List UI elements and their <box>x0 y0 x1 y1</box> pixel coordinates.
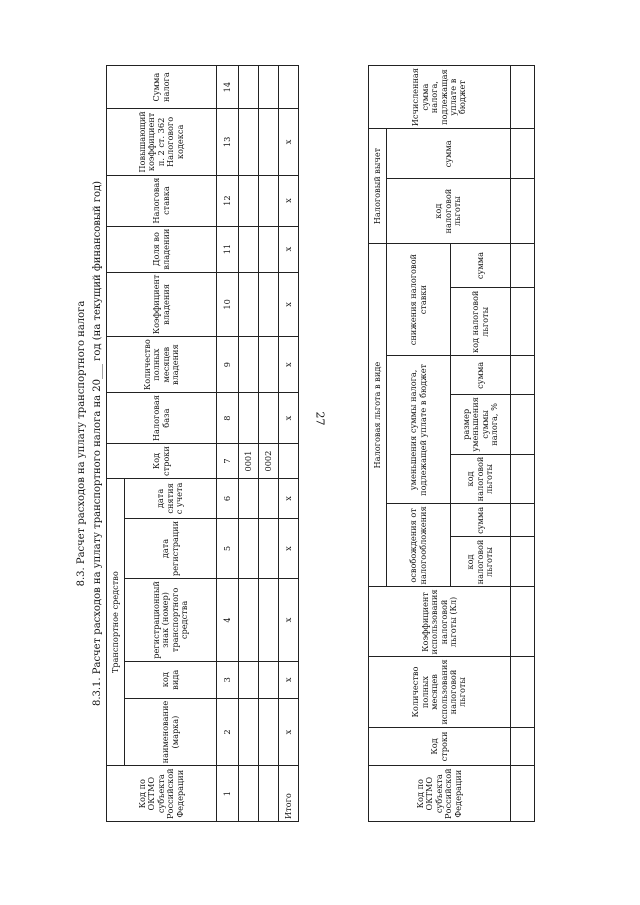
cell: x <box>279 337 299 393</box>
cell <box>259 393 279 444</box>
cell <box>511 657 535 727</box>
cell <box>511 129 535 179</box>
line-code-cell: 0001 <box>239 444 259 479</box>
cell <box>239 661 259 698</box>
cell <box>259 226 279 272</box>
cell <box>259 518 279 578</box>
cell <box>511 66 535 129</box>
header-rate-lowering: снижения налоговой ставки <box>387 243 451 356</box>
header-vehicle-name: наименование (марка) <box>125 698 217 766</box>
header-exemption: освобождения от налогообложения <box>387 504 451 587</box>
cell <box>259 272 279 337</box>
table-row <box>259 66 279 822</box>
cell <box>259 661 279 698</box>
cell: x <box>279 478 299 518</box>
col-num: 3 <box>217 661 239 698</box>
col-num: 4 <box>217 579 239 662</box>
cell <box>511 587 535 657</box>
cell: x <box>279 698 299 766</box>
col-num: 9 <box>217 337 239 393</box>
header-line-code: Код строки <box>369 727 511 766</box>
column-numbers-row <box>217 66 239 822</box>
cell <box>511 179 535 243</box>
header-calculated-tax: Исчисленная сумма налога, подлежащая уплате в бюджет <box>369 66 511 129</box>
col-num: 8 <box>217 393 239 444</box>
cell <box>511 537 535 587</box>
header-oktmo: Код по ОКТМО субъекта Российской Федерации <box>107 766 217 822</box>
header-dereg-date: дата снятия с учета <box>125 478 217 518</box>
cell <box>511 243 535 287</box>
cell <box>239 579 259 662</box>
header-tax-sum: Сумма налога <box>107 66 217 109</box>
cell <box>259 579 279 662</box>
table-row <box>239 66 259 822</box>
header-lower-code: код налоговой льготы <box>451 288 511 356</box>
cell: x <box>279 661 299 698</box>
cell <box>239 175 259 226</box>
cell <box>259 766 279 822</box>
transport-tax-table <box>106 65 299 822</box>
header-tax-base: Налоговая база <box>107 393 217 444</box>
col-num: 11 <box>217 226 239 272</box>
cell <box>279 66 299 109</box>
cell: x <box>279 175 299 226</box>
col-num: 2 <box>217 698 239 766</box>
cell <box>239 109 259 175</box>
header-deduction: Налоговый вычет <box>369 129 387 244</box>
col-num: 12 <box>217 175 239 226</box>
col-num: 7 <box>217 444 239 479</box>
header-months: Количество полных месяцев владения <box>107 337 217 393</box>
cell <box>259 337 279 393</box>
cell <box>239 518 259 578</box>
header-reduce-sum: сумма <box>451 356 511 395</box>
header-vehicle: Транспортное средство <box>107 478 125 765</box>
cell: x <box>279 579 299 662</box>
col-num: 6 <box>217 478 239 518</box>
cell <box>511 504 535 537</box>
page-number: 27 <box>313 411 327 426</box>
header-reduce-code: код налоговой льготы <box>451 454 511 504</box>
cell <box>239 478 259 518</box>
cell <box>239 66 259 109</box>
cell: x <box>279 226 299 272</box>
header-exempt-sum: сумма <box>451 504 511 537</box>
col-num: 10 <box>217 272 239 337</box>
cell <box>239 226 259 272</box>
cell <box>259 478 279 518</box>
cell <box>279 444 299 479</box>
col-num: 1 <box>217 766 239 822</box>
rotated-content <box>76 65 613 822</box>
header-exempt-code: код налоговой льготы <box>451 537 511 587</box>
cell <box>259 175 279 226</box>
header-oktmo: Код по ОКТМО субъекта Российской Федерации <box>369 766 511 822</box>
cell <box>259 66 279 109</box>
header-deduction-sum: сумма <box>387 129 511 179</box>
header-reduce-size: размер уменьшения суммы налога, % <box>451 395 511 454</box>
header-benefit: Налоговая льгота в виде <box>369 243 387 587</box>
tax-benefit-table <box>368 65 535 822</box>
header-benefit-months: Количество полных месяцев использования налоговой льготы <box>369 657 511 727</box>
cell <box>239 698 259 766</box>
col-num: 5 <box>217 518 239 578</box>
table-row <box>511 66 535 822</box>
header-tax-rate: Налоговая ставка <box>107 175 217 226</box>
col-num: 14 <box>217 66 239 109</box>
cell <box>239 272 259 337</box>
header-deduction-code: код налоговой льготы <box>387 179 511 243</box>
cell <box>511 766 535 822</box>
total-label: Итого <box>279 766 299 822</box>
section-heading: 8.3. Расчет расходов на уплату транспортного налога <box>76 300 87 587</box>
cell <box>239 337 259 393</box>
cell <box>239 393 259 444</box>
cell: x <box>279 109 299 175</box>
col-num: 13 <box>217 109 239 175</box>
header-reduction: уменьшения суммы налога, подлежащей уплате в бюджет <box>387 356 451 504</box>
header-lower-sum: сумма <box>451 243 511 287</box>
total-row <box>279 66 299 822</box>
cell <box>239 766 259 822</box>
cell: x <box>279 518 299 578</box>
subsection-heading: 8.3.1. Расчет расходов на уплату транспортного налога на 20___ год (на текущий финансовый год) <box>92 180 103 707</box>
cell <box>259 698 279 766</box>
header-vehicle-type: код вида <box>125 661 217 698</box>
header-reg-date: дата регистрации <box>125 518 217 578</box>
cell: x <box>279 272 299 337</box>
cell <box>511 288 535 356</box>
cell <box>511 727 535 766</box>
cell: x <box>279 393 299 444</box>
cell <box>511 356 535 395</box>
cell <box>511 454 535 504</box>
cell <box>511 395 535 454</box>
cell <box>259 109 279 175</box>
line-code-cell: 0002 <box>259 444 279 479</box>
header-line-code: Код строки <box>107 444 217 479</box>
header-kl-coef: Коэффициент использования налоговой льготы (Кл) <box>369 587 511 657</box>
header-ownership-coef: Коэффициент владения <box>107 272 217 337</box>
header-share: Доля во владении <box>107 226 217 272</box>
header-increasing-coef: Повышающий коэффициент п. 2 ст. 362 Налогового кодекса <box>107 109 217 175</box>
header-reg-number: регистрационный знак (номер) транспортного средства <box>125 579 217 662</box>
